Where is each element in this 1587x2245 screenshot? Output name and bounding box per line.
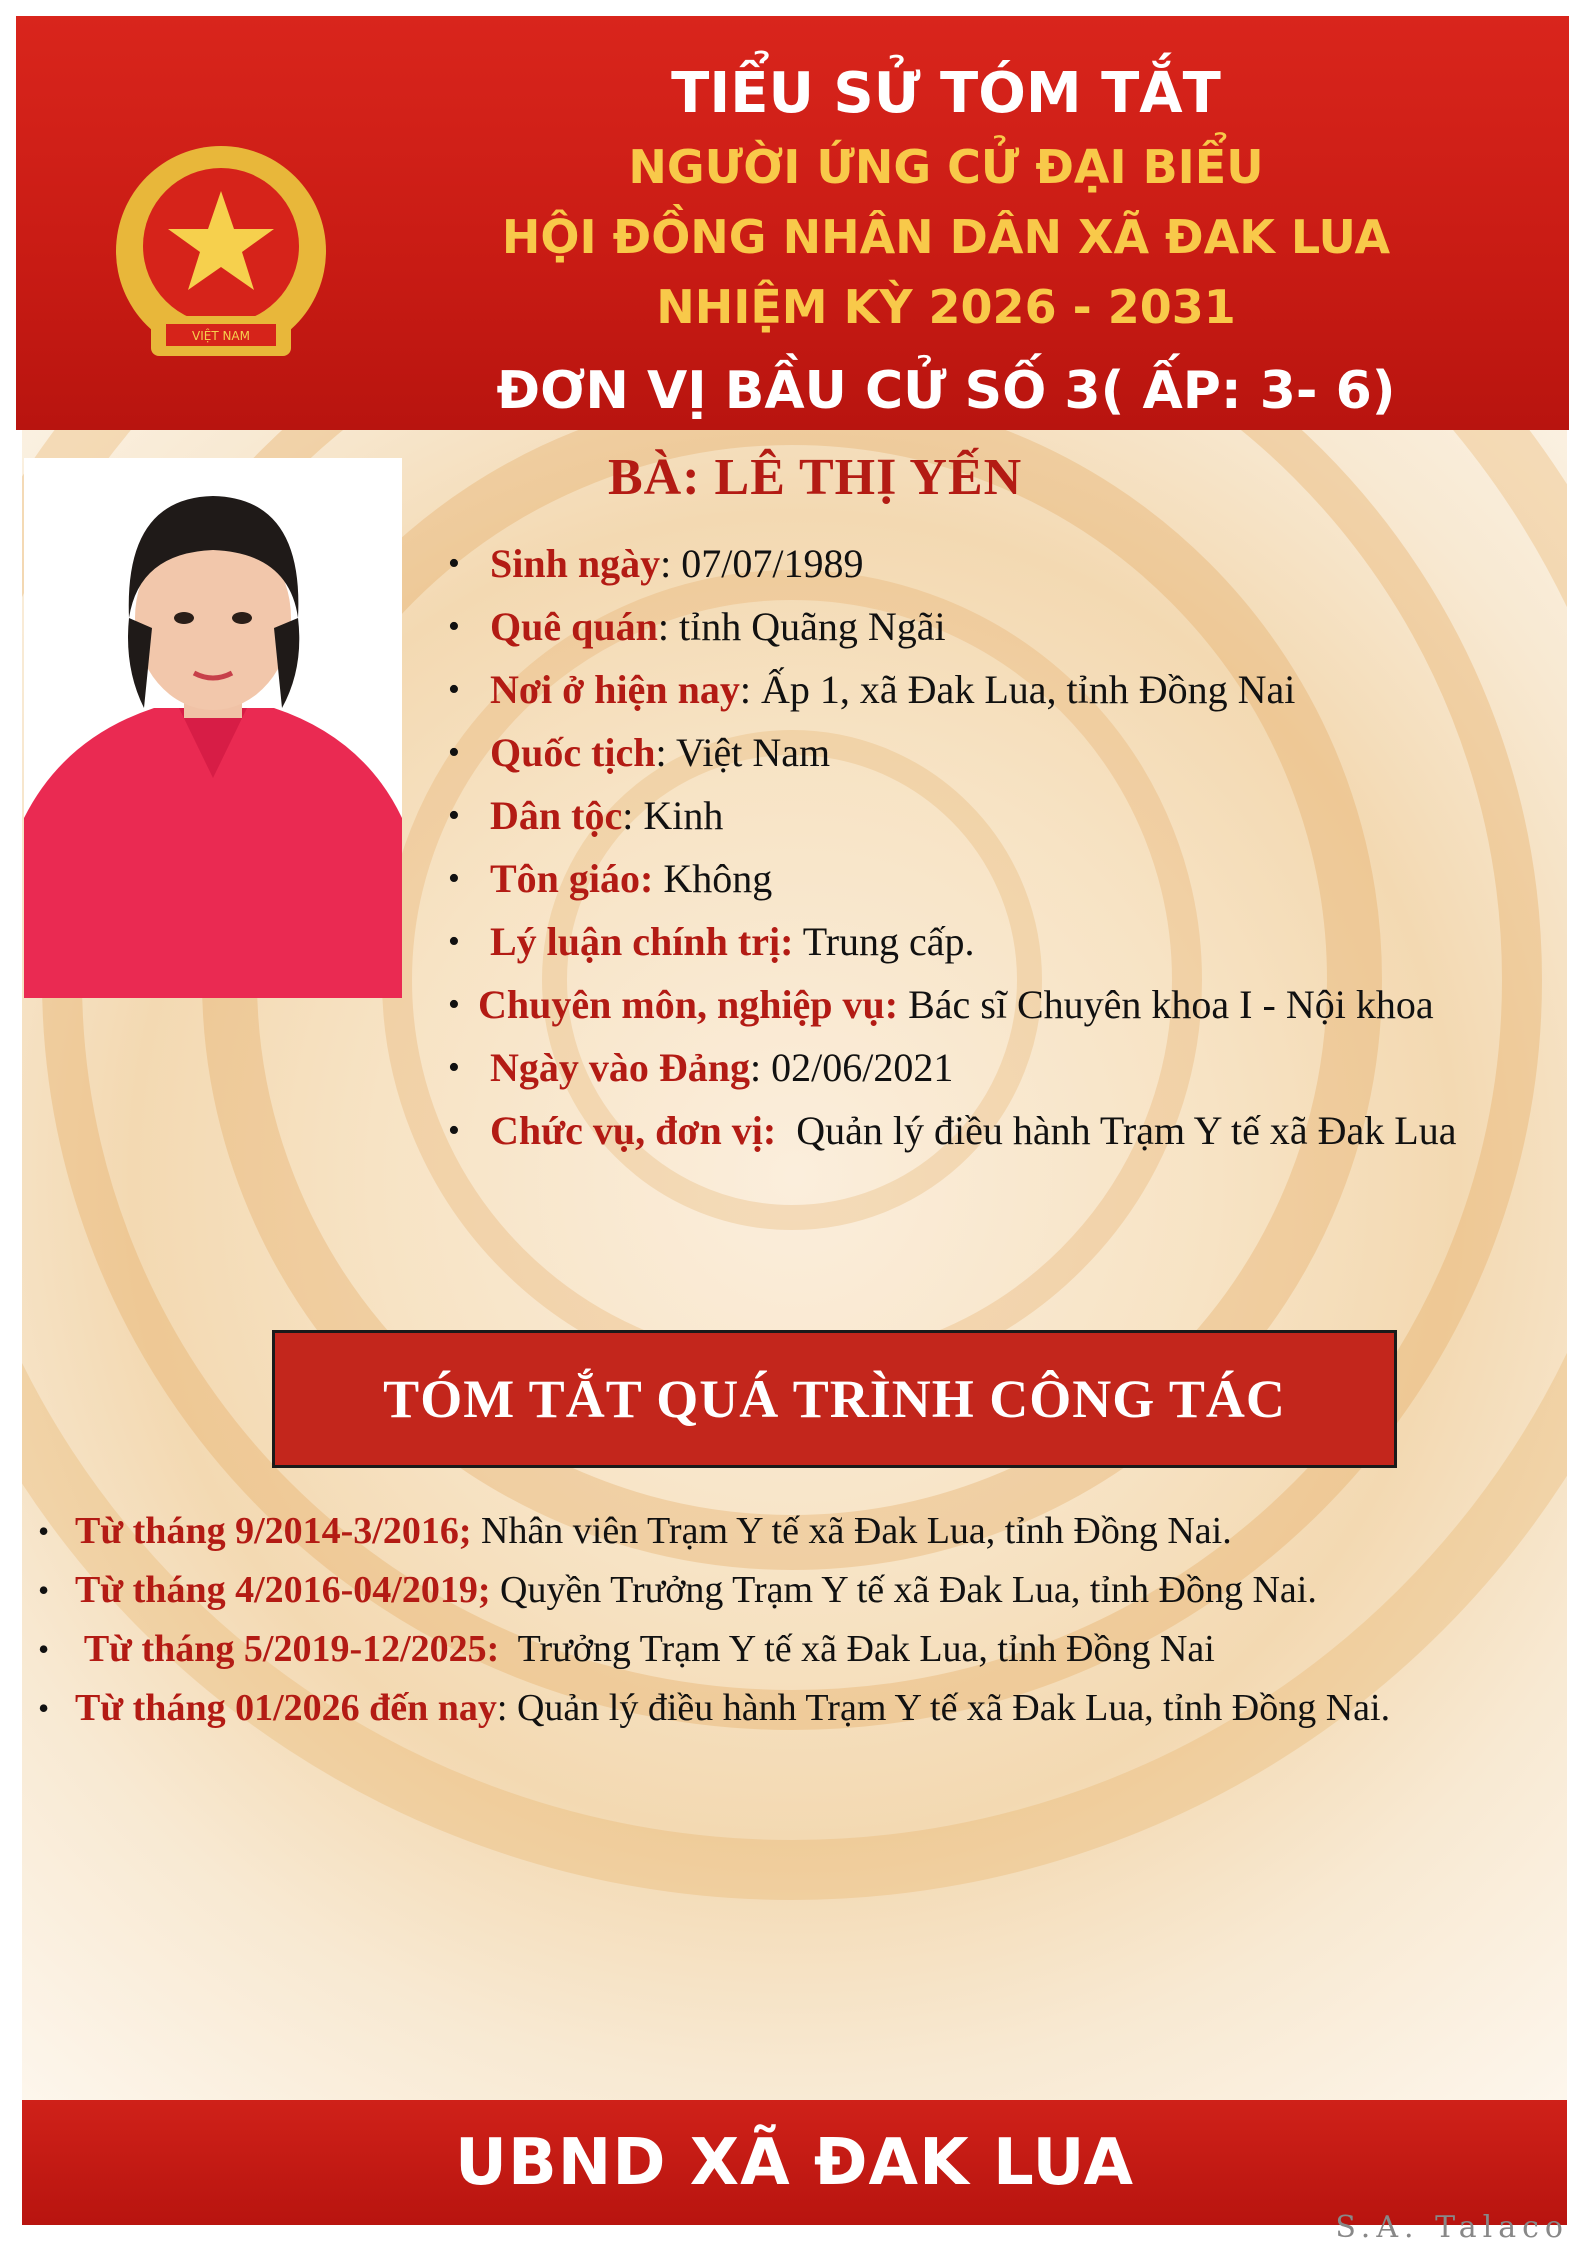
header-banner (16, 16, 1569, 430)
work-history-title: TÓM TẮT QUÁ TRÌNH CÔNG TÁC (383, 1369, 1286, 1429)
header-term: NHIỆM KỲ 2026 - 2031 (656, 280, 1236, 334)
detail-nationality: • Quốc tịch: Việt Nam (440, 721, 1570, 784)
detail-political-theory: • Lý luận chính trị: Trung cấp. (440, 910, 1570, 973)
watermark: S.A. Talaco (1335, 2210, 1569, 2245)
emblem-text: VIỆT NAM (191, 329, 251, 343)
header-title-block (396, 56, 1496, 342)
candidate-name: BÀ: LÊ THỊ YẾN (608, 449, 1023, 506)
detail-birth-date: • Sinh ngày: 07/07/1989 (440, 532, 1570, 595)
detail-residence: • Nơi ở hiện nay: Ấp 1, xã Đak Lua, tỉnh Đồng Nai (440, 658, 1570, 721)
detail-hometown: • Quê quán: tỉnh Quãng Ngãi (440, 595, 1570, 658)
detail-profession: • Chuyên môn, nghiệp vụ: Bác sĩ Chuyên khoa I - Nội khoa (440, 973, 1570, 1036)
detail-party-join-date: • Ngày vào Đảng: 02/06/2021 (440, 1036, 1570, 1099)
footer-text: UBND XÃ ĐAK LUA (455, 2125, 1134, 2200)
footer-banner (22, 2100, 1567, 2225)
work-item: • Từ tháng 01/2026 đến nay: Quản lý điều hành Trạm Y tế xã Đak Lua, tỉnh Đồng Nai. (30, 1679, 1550, 1738)
work-item: • Từ tháng 4/2016-04/2019; Quyền Trưởng Trạm Y tế xã Đak Lua, tỉnh Đồng Nai. (30, 1561, 1550, 1620)
detail-position: • Chức vụ, đơn vị: Quản lý điều hành Trạm Y tế xã Đak Lua (440, 1099, 1570, 1162)
page-title: TIỂU SỬ TÓM TẮT (671, 61, 1221, 126)
electoral-unit: ĐƠN VỊ BẦU CỬ SỐ 3( ẤP: 3- 6) (496, 361, 1396, 421)
work-history-heading (272, 1330, 1397, 1468)
national-emblem-icon (96, 141, 346, 371)
candidate-photo (24, 458, 402, 998)
work-history-list (30, 1502, 1550, 1738)
detail-ethnicity: • Dân tộc: Kinh (440, 784, 1570, 847)
detail-religion: • Tôn giáo: Không (440, 847, 1570, 910)
work-item: • Từ tháng 5/2019-12/2025: Trưởng Trạm Y tế xã Đak Lua, tỉnh Đồng Nai (30, 1620, 1550, 1679)
header-subtitle-1: NGƯỜI ỨNG CỬ ĐẠI BIỂU (628, 140, 1264, 194)
header-subtitle-2: HỘI ĐỒNG NHÂN DÂN XÃ ĐAK LUA (501, 210, 1391, 264)
candidate-details-list (440, 532, 1570, 1162)
work-item: • Từ tháng 9/2014-3/2016; Nhân viên Trạm Y tế xã Đak Lua, tỉnh Đồng Nai. (30, 1502, 1550, 1561)
